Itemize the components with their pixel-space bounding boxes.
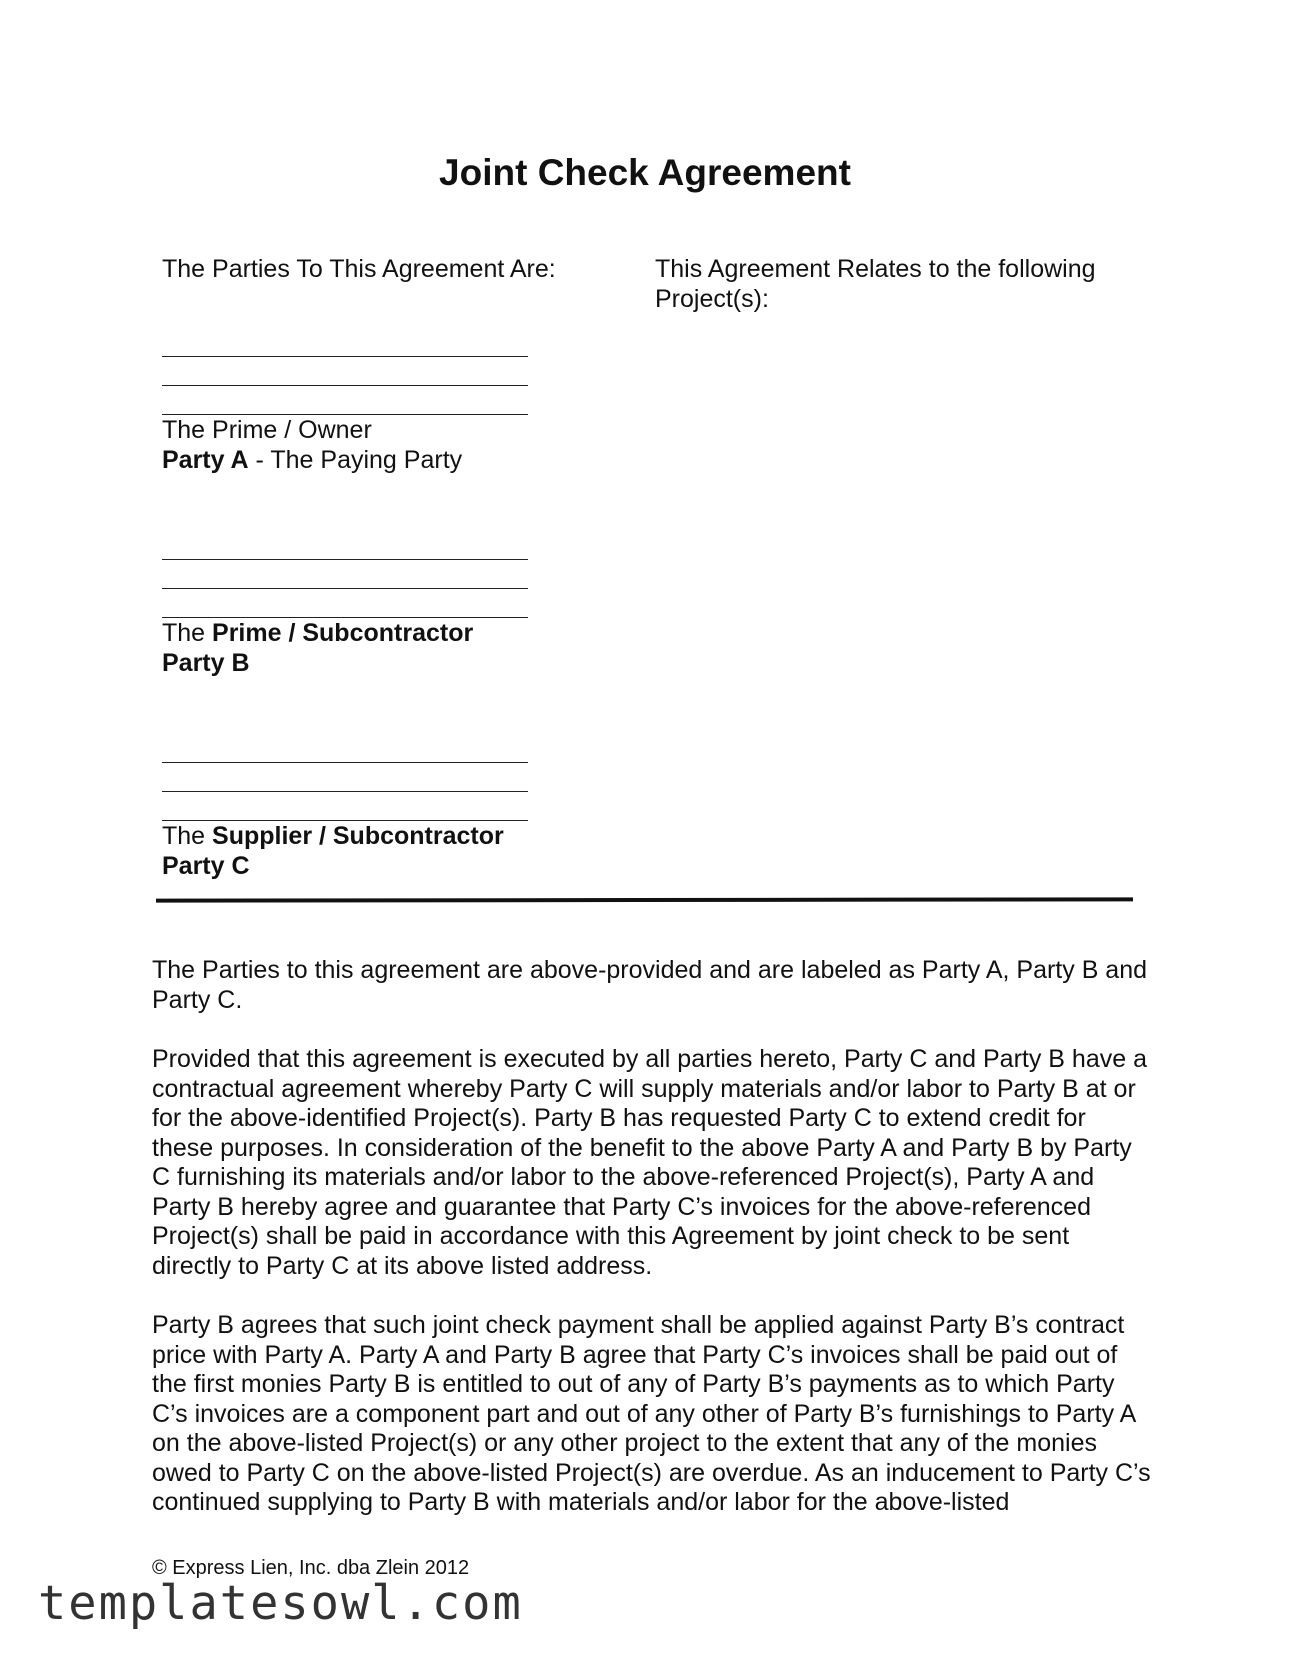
paragraph: Party B agrees that such joint check payment shall be applied against Party B’s contract price with Party A. Party A and Party B agree that Party C’s invoices shall be paid out of the first monies Party B is entitled to out of any of Party B’s payments as to which Party C’s invoices are a component part and out of any other of Party B’s furnishings to Party A on the above-listed Project(s) or any other project to the extent that any of the monies owed to Party C on the above-listed Project(s) are overdue. As an inducement to Party C’s continued supplying to Party B with materials and/or labor for the above-listed xyxy=(152,1311,1151,1516)
party-a-name: Party A xyxy=(162,446,249,474)
paragraph: The Parties to this agreement are above-provided and are labeled as Party A, Party B and Party C. xyxy=(152,956,1148,1014)
party-b-title xyxy=(162,648,582,678)
party-a-blank-line[interactable] xyxy=(162,328,528,357)
party-a-role: The Prime / Owner xyxy=(162,416,372,444)
party-b-blanks xyxy=(162,531,582,618)
agreement-body xyxy=(152,956,1152,1548)
party-b-prefix: The xyxy=(162,619,213,647)
project-heading: This Agreement Relates to the following Project(s): xyxy=(655,255,1096,313)
party-c-blanks xyxy=(162,734,582,821)
parties-column xyxy=(162,254,582,881)
paragraph: Provided that this agreement is executed by all parties hereto, Party C and Party B have a contractual agreement whereby Party C will supply materials and/or labor to Party B at or for the above-identified Project(s). Party B has requested Party C to extend credit for these purposes. In consideration of the benefit to the above Party A and Party B by Party C furnishing its materials and/or labor to the above-referenced Project(s), Party A and Party B hereby agree and guarantee that Party C’s invoices for the above-referenced Project(s) shall be paid in accordance with this Agreement by joint check to be sent directly to Party C at its above listed address. xyxy=(152,1045,1147,1280)
party-a-label xyxy=(162,415,582,475)
party-a-blank-line[interactable] xyxy=(162,386,528,415)
party-c-role-bold: Supplier / Subcontractor xyxy=(212,822,504,850)
section-divider xyxy=(156,897,1133,902)
party-c-blank-line[interactable] xyxy=(162,734,528,763)
party-c-prefix: The xyxy=(162,822,213,850)
parties-heading: The Parties To This Agreement Are: xyxy=(162,255,556,283)
project-column xyxy=(655,254,1125,314)
party-c-blank-line[interactable] xyxy=(162,763,528,792)
document-title: Joint Check Agreement xyxy=(439,152,851,193)
party-a-title xyxy=(162,445,582,475)
party-b-role xyxy=(162,618,582,648)
party-a-blank-line[interactable] xyxy=(162,357,528,386)
party-b-name: Party B xyxy=(162,649,250,677)
party-c-role xyxy=(162,821,582,851)
party-b-blank-line[interactable] xyxy=(162,589,528,618)
party-b-role-bold: Prime / Subcontractor xyxy=(212,619,474,647)
copyright-footer: © Express Lien, Inc. dba Zlein 2012 xyxy=(152,1557,470,1579)
party-c-label xyxy=(162,821,582,881)
party-b-blank-line[interactable] xyxy=(162,560,528,589)
party-a-description: - The Paying Party xyxy=(248,446,463,474)
party-c-name: Party C xyxy=(162,852,250,880)
party-c-blank-line[interactable] xyxy=(162,792,528,821)
party-b-label xyxy=(162,618,582,678)
party-c-title xyxy=(162,851,582,881)
party-a-blanks xyxy=(162,328,582,415)
party-b-blank-line[interactable] xyxy=(162,531,528,560)
watermark: templatesowl.com xyxy=(38,1576,523,1631)
